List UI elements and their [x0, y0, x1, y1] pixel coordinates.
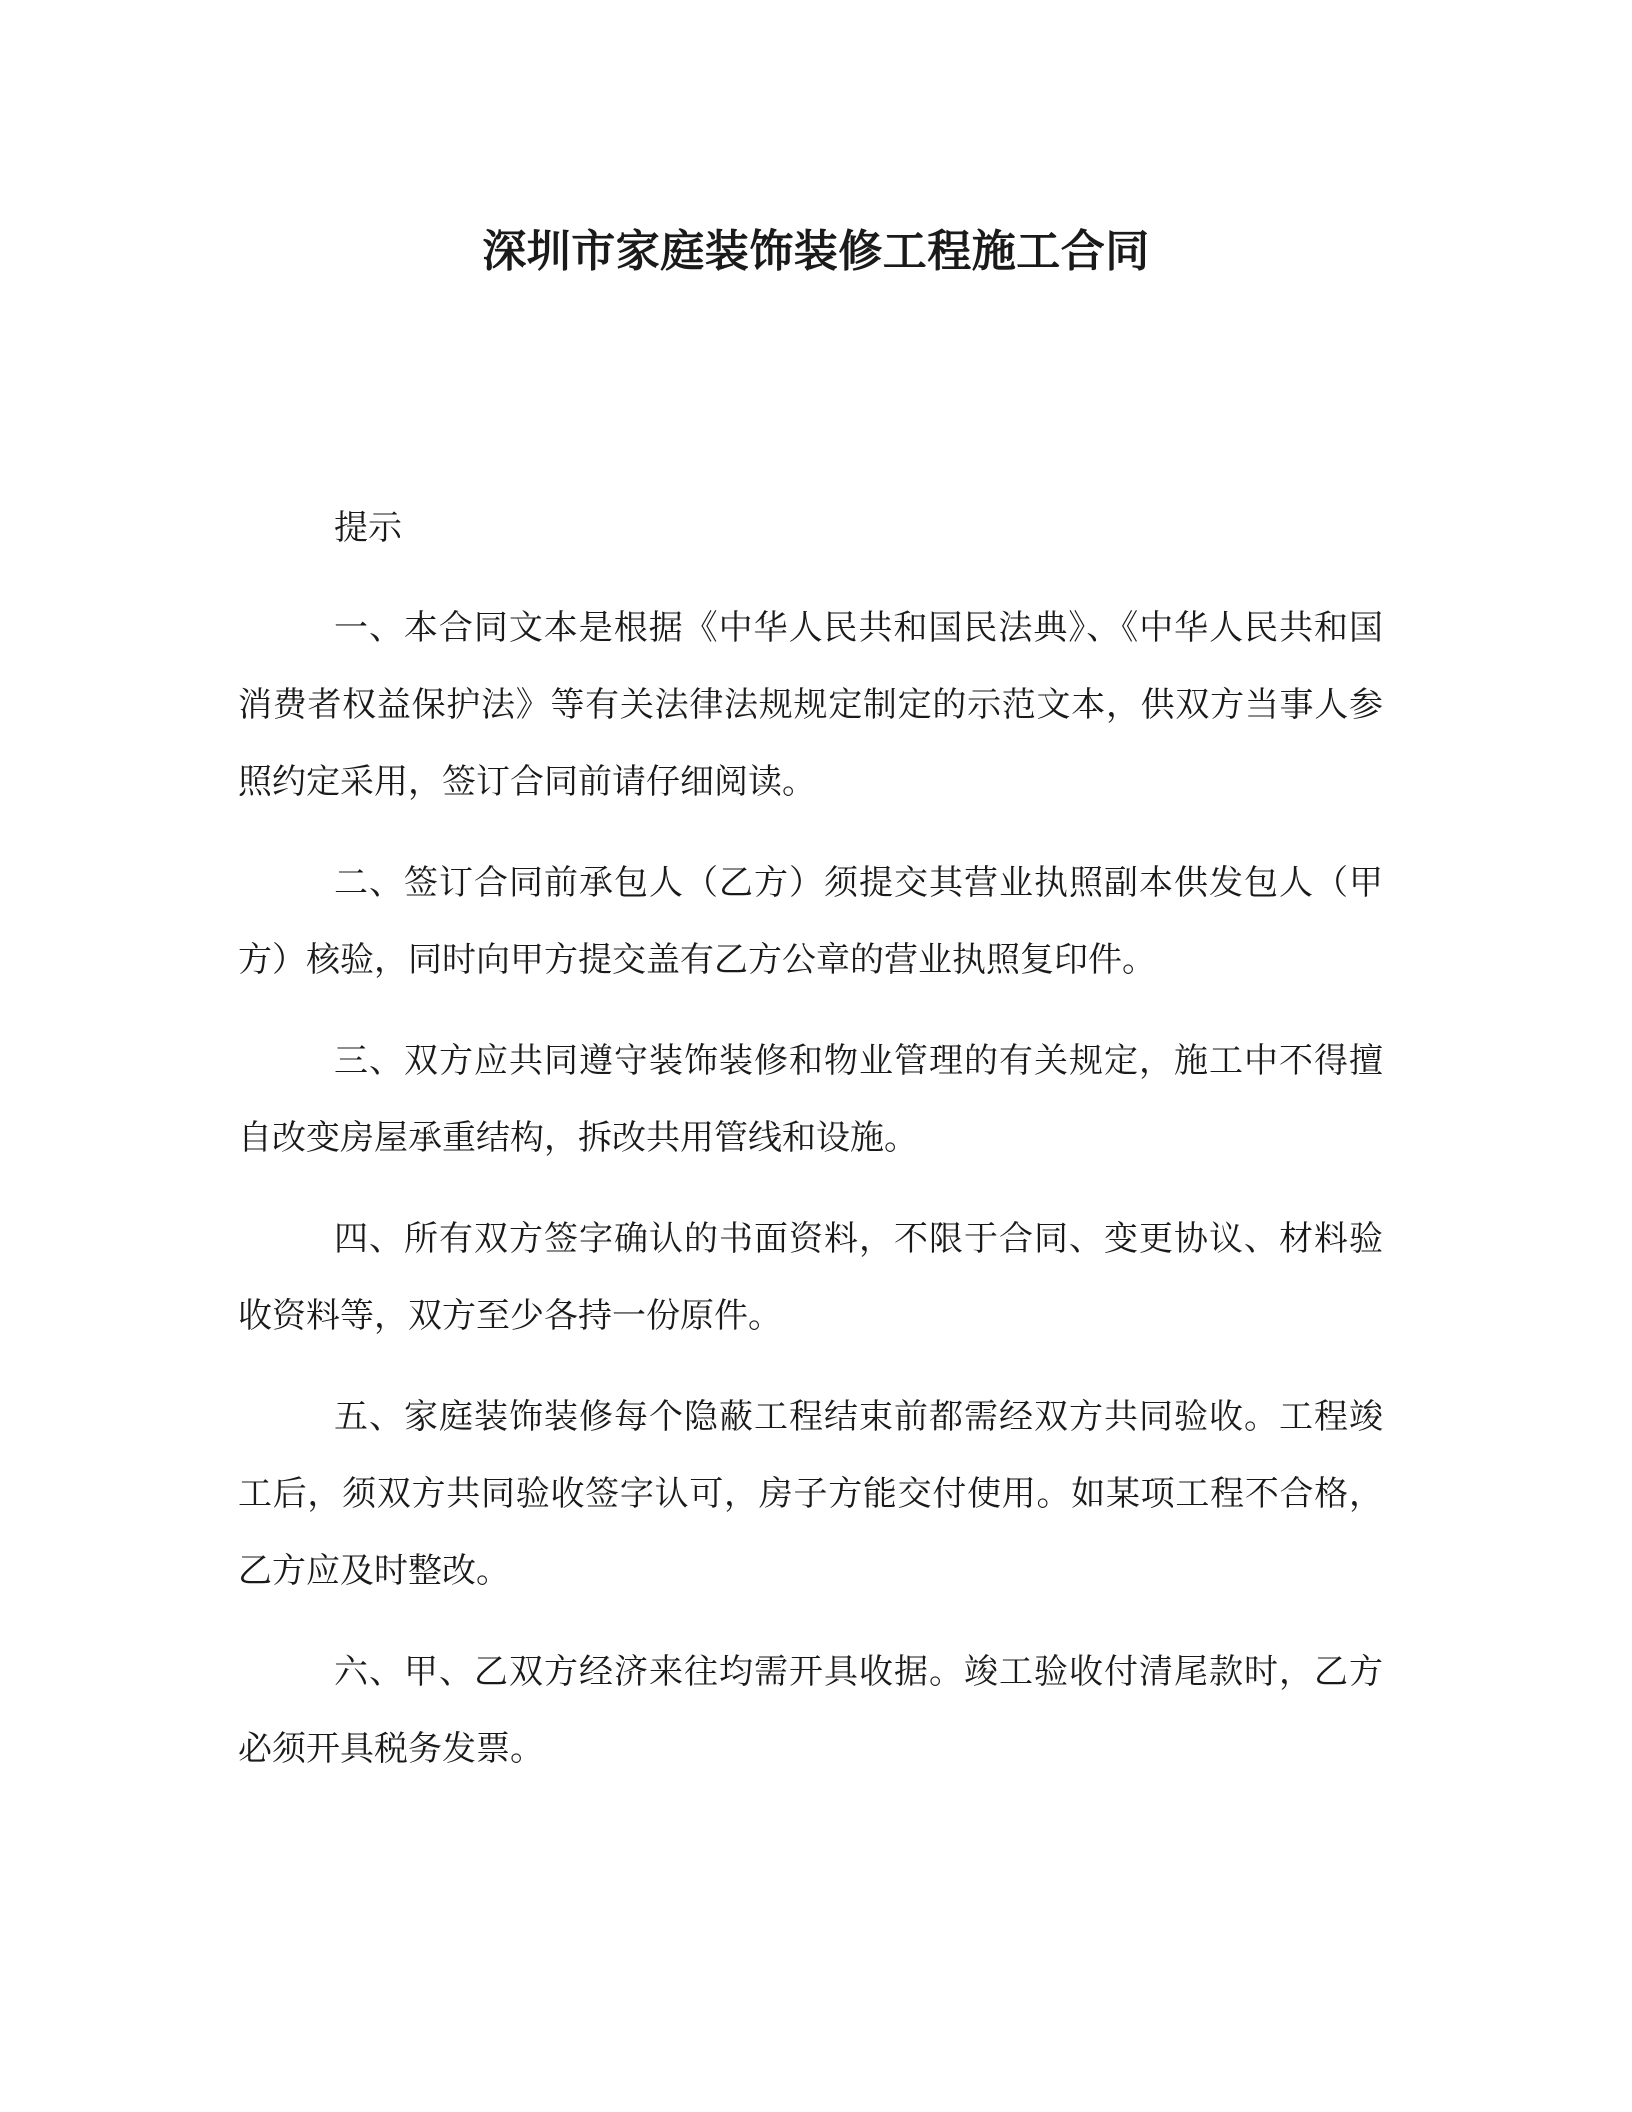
paragraph-6: 六、甲、乙双方经济来往均需开具收据。竣工验收付清尾款时，乙方必须开具税务发票。: [238, 1652, 1383, 1769]
hint-heading: 提示: [334, 508, 402, 548]
document-title: 深圳市家庭装饰装修工程施工合同: [482, 226, 1150, 277]
paragraph-4: 四、所有双方签字确认的书面资料，不限于合同、变更协议、材料验收资料等，双方至少各持一份原件。: [238, 1219, 1383, 1336]
paragraph-5: 五、家庭装饰装修每个隐蔽工程结束前都需经双方共同验收。工程竣工后，须双方共同验收签字认可，房子方能交付使用。如某项工程不合格，乙方应及时整改。: [238, 1397, 1383, 1591]
document-body: [238, 490, 1383, 1812]
paragraph-3: 三、双方应共同遵守装饰装修和物业管理的有关规定，施工中不得擅自改变房屋承重结构，拆改共用管线和设施。: [238, 1041, 1383, 1158]
paragraph-2: 二、签订合同前承包人（乙方）须提交其营业执照副本供发包人（甲方）核验，同时向甲方提交盖有乙方公章的营业执照复印件。: [238, 863, 1383, 980]
paragraph-1: 一、本合同文本是根据《中华人民共和国民法典》、《中华人民共和国消费者权益保护法》等有关法律法规规定制定的示范文本，供双方当事人参照约定采用，签订合同前请仔细阅读。: [238, 608, 1383, 802]
